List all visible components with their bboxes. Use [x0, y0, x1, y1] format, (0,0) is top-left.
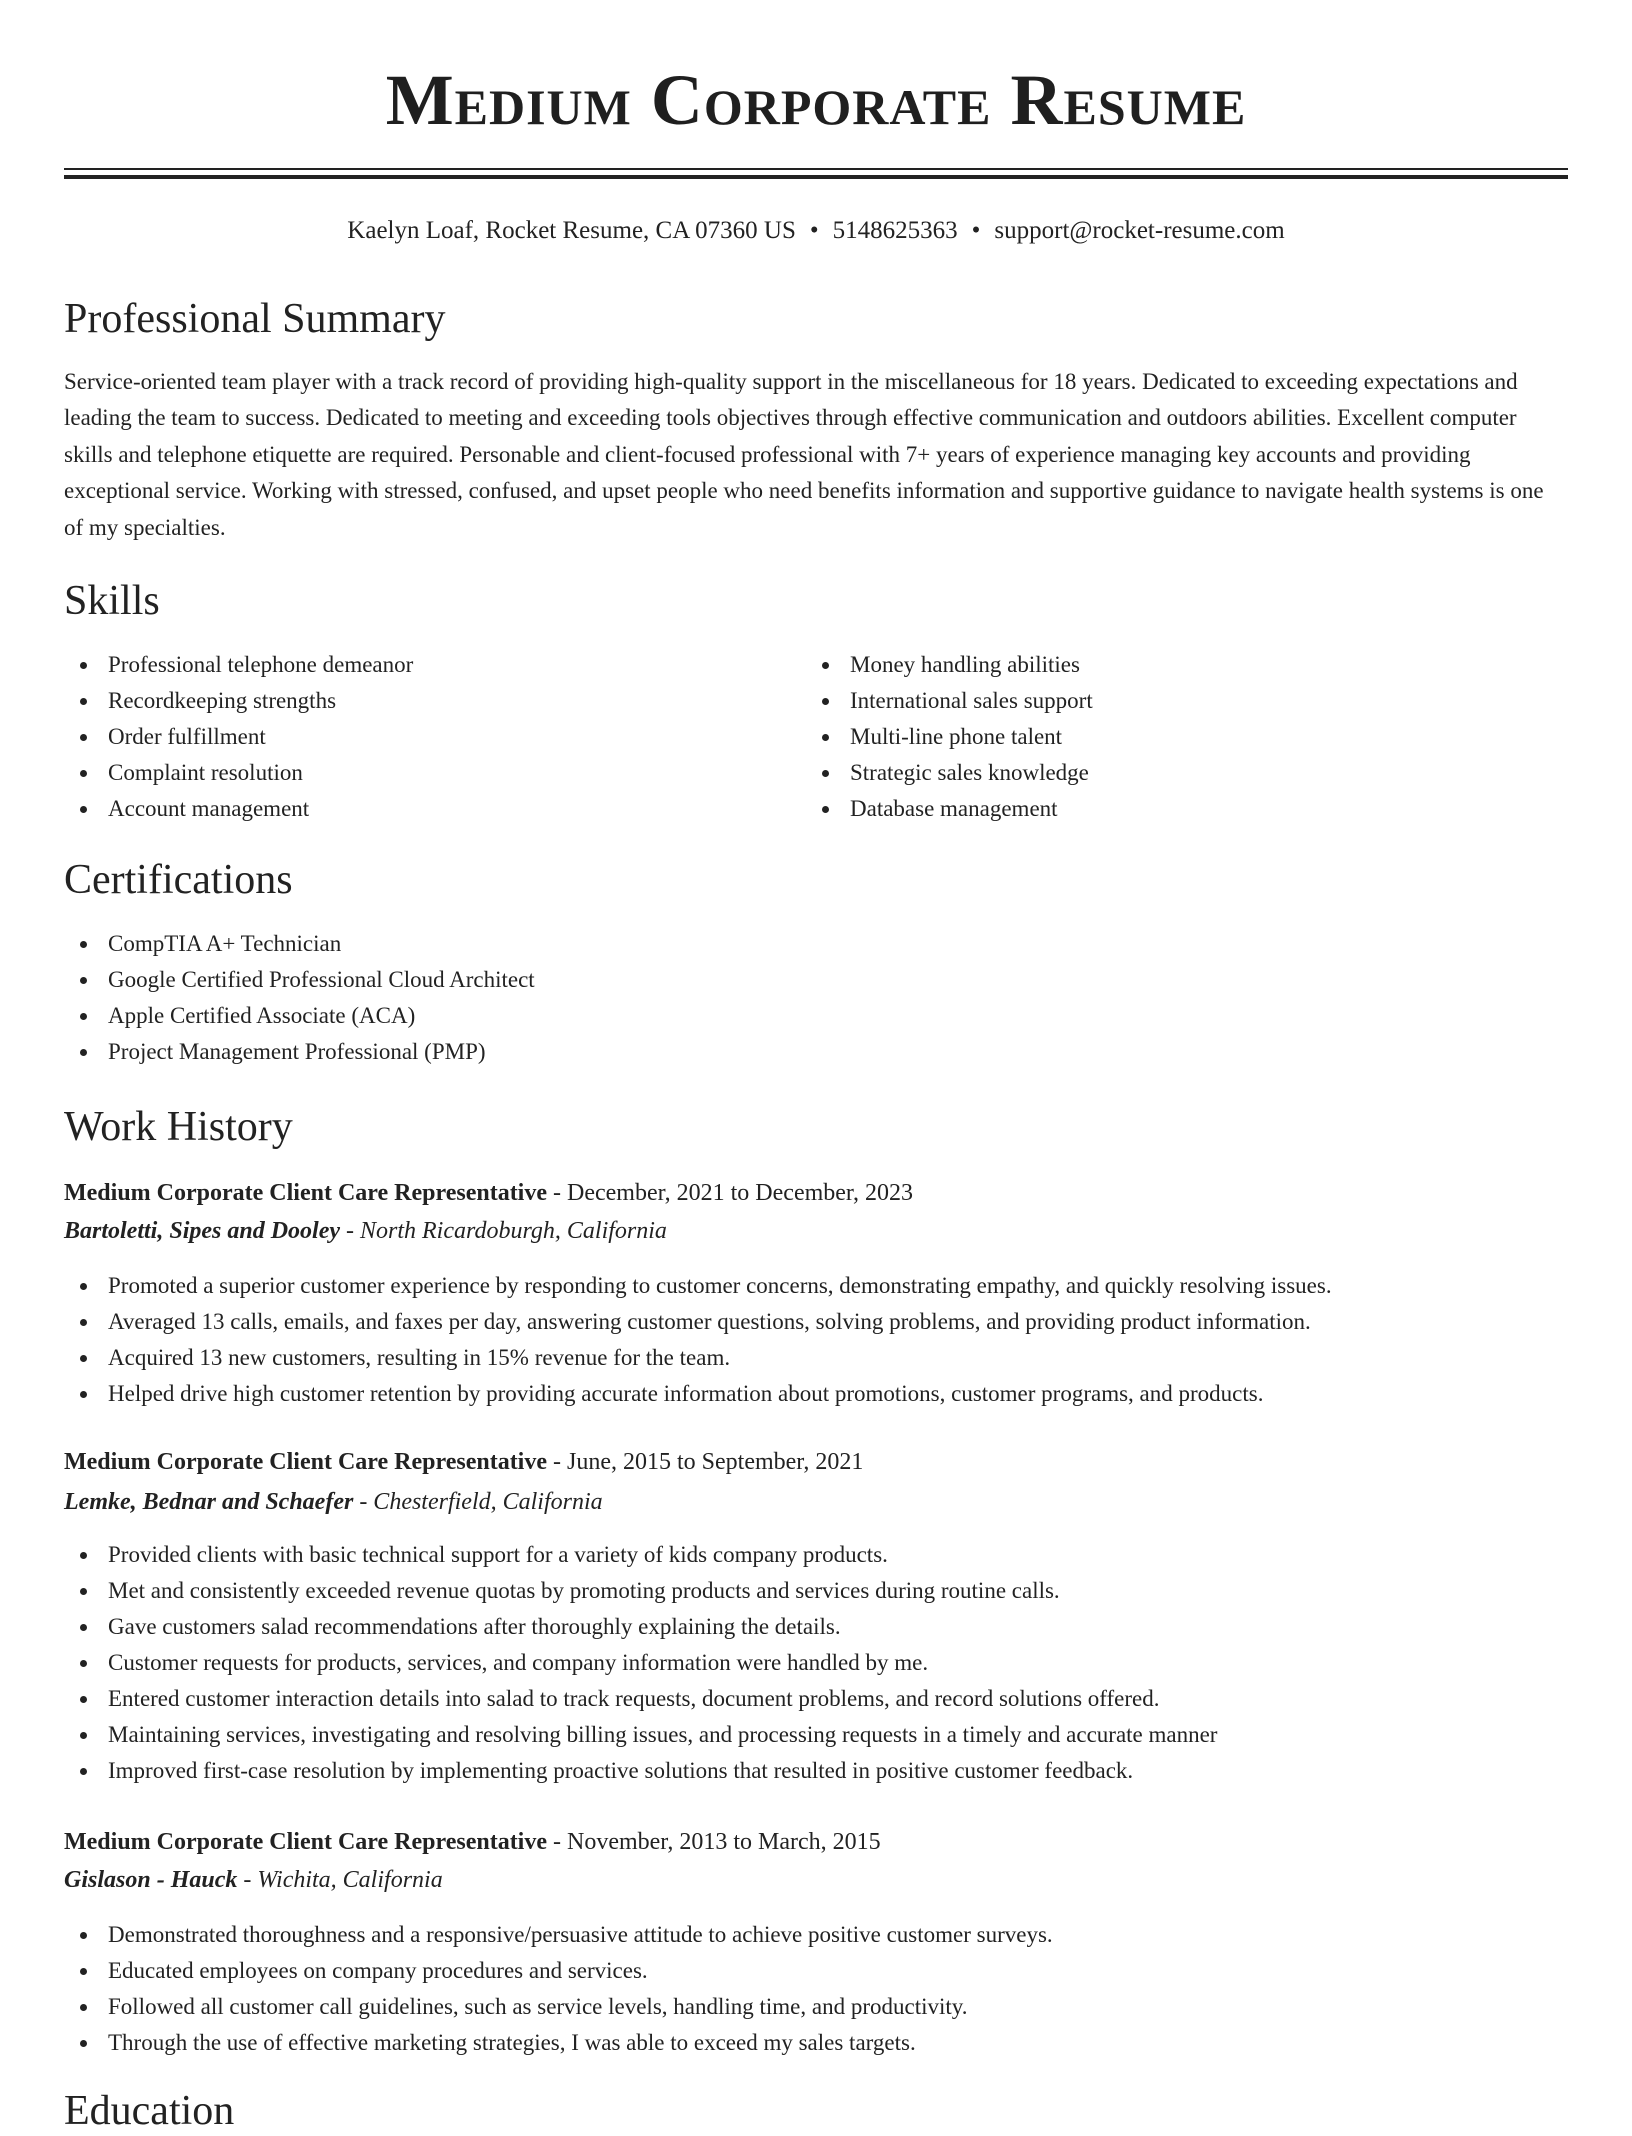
skill-item: Money handling abilities — [806, 647, 1506, 683]
education-heading: Education — [64, 2088, 235, 2134]
resume-title: Medium Corporate Resume — [385, 60, 1247, 140]
job-company: Bartoletti, Sipes and Dooley — [64, 1218, 340, 1244]
job-bullet: Averaged 13 calls, emails, and faxes per day, answering customer questions, solving problems, and providing product information. — [64, 1304, 1568, 1340]
skill-item: Recordkeeping strengths — [64, 683, 764, 719]
resume-page — [64, 0, 1568, 2134]
job-bullets — [64, 1268, 1568, 1412]
job-bullet: Helped drive high customer retention by providing accurate information about promotions, customer programs, and products. — [64, 1376, 1568, 1412]
job-dates: - June, 2015 to September, 2021 — [547, 1449, 864, 1475]
skill-item: Order fulfillment — [64, 719, 764, 755]
job-role: Medium Corporate Client Care Representative — [64, 1449, 547, 1475]
job-location: - Wichita, California — [237, 1867, 443, 1893]
summary-text: Service-oriented team player with a track record of providing high-quality support in the miscellaneous for 18 years. Dedicated to exceeding expectations and leading the team to success. Dedicated to meeting and exceeding tools objectives through effective communication and outdoors abilities. Excellent computer skills and telephone etiquette are required. Personable and client-focused professional with 7+ years of experience managing key accounts and providing exceptional service. Working with stressed, confused, and upset people who need benefits information and supportive guidance to navigate health systems is one of my specialties. — [64, 369, 1544, 540]
job-company-line — [64, 1214, 667, 1248]
certifications-heading: Certifications — [64, 857, 293, 903]
title-divider-thin — [64, 168, 1568, 170]
certification-item: Google Certified Professional Cloud Architect — [64, 962, 1568, 998]
contact-email: support@rocket-resume.com — [994, 217, 1285, 244]
job-bullet: Gave customers salad recommendations after thoroughly explaining the details. — [64, 1609, 1568, 1645]
job-bullet: Demonstrated thoroughness and a responsive/persuasive attitude to achieve positive customer surveys. — [64, 1917, 1568, 1953]
job-bullet: Maintaining services, investigating and resolving billing issues, and processing requests in a timely and accurate manner — [64, 1717, 1568, 1753]
job-location: - Chesterfield, California — [353, 1489, 603, 1515]
skills-heading: Skills — [64, 578, 160, 624]
contact-phone: 5148625363 — [832, 217, 958, 244]
title-divider-thick — [64, 175, 1568, 179]
job-role: Medium Corporate Client Care Representative — [64, 1829, 547, 1855]
skill-item: Complaint resolution — [64, 755, 764, 791]
job-role: Medium Corporate Client Care Representative — [64, 1180, 547, 1206]
job-bullet: Acquired 13 new customers, resulting in 15% revenue for the team. — [64, 1340, 1568, 1376]
certification-item: CompTIA A+ Technician — [64, 926, 1568, 962]
job-bullet: Improved first-case resolution by implementing proactive solutions that resulted in positive customer feedback. — [64, 1753, 1568, 1789]
job-company-line — [64, 1863, 443, 1897]
job-title-line — [64, 1825, 881, 1859]
job-bullet: Educated employees on company procedures and services. — [64, 1953, 1568, 1989]
job-title-line — [64, 1445, 863, 1479]
skill-item: Multi-line phone talent — [806, 719, 1506, 755]
job-bullet: Through the use of effective marketing strategies, I was able to exceed my sales targets. — [64, 2025, 1568, 2061]
contact-line — [64, 214, 1568, 248]
job-bullets — [64, 1537, 1568, 1789]
job-dates: - December, 2021 to December, 2023 — [547, 1180, 913, 1206]
certifications-list — [64, 926, 1568, 1070]
skill-item: Strategic sales knowledge — [806, 755, 1506, 791]
job-bullet: Followed all customer call guidelines, such as service levels, handling time, and productivity. — [64, 1989, 1568, 2025]
summary-heading: Professional Summary — [64, 296, 446, 342]
work-history-heading: Work History — [64, 1104, 293, 1150]
job-bullet: Entered customer interaction details into salad to track requests, document problems, and record solutions offered. — [64, 1681, 1568, 1717]
job-location: - North Ricardoburgh, California — [340, 1218, 667, 1244]
job-bullet: Met and consistently exceeded revenue quotas by promoting products and services during routine calls. — [64, 1573, 1568, 1609]
job-company: Gislason - Hauck — [64, 1867, 238, 1893]
job-bullet: Promoted a superior customer experience by responding to customer concerns, demonstrating empathy, and quickly resolving issues. — [64, 1268, 1568, 1304]
contact-address: Kaelyn Loaf, Rocket Resume, CA 07360 US — [347, 217, 796, 244]
skills-list-right — [806, 647, 1506, 827]
certification-item: Apple Certified Associate (ACA) — [64, 998, 1568, 1034]
skill-item: Professional telephone demeanor — [64, 647, 764, 683]
contact-separator: • — [971, 217, 981, 244]
skill-item: Account management — [64, 791, 764, 827]
job-bullet: Customer requests for products, services, and company information were handled by me. — [64, 1645, 1568, 1681]
skills-list-left — [64, 647, 764, 827]
job-company-line — [64, 1485, 603, 1519]
job-company: Lemke, Bednar and Schaefer — [64, 1489, 354, 1515]
contact-separator: • — [809, 217, 819, 244]
job-bullet: Provided clients with basic technical support for a variety of kids company products. — [64, 1537, 1568, 1573]
job-dates: - November, 2013 to March, 2015 — [547, 1829, 881, 1855]
skill-item: Database management — [806, 791, 1506, 827]
job-bullets — [64, 1917, 1568, 2061]
skill-item: International sales support — [806, 683, 1506, 719]
job-title-line — [64, 1176, 913, 1210]
certification-item: Project Management Professional (PMP) — [64, 1034, 1568, 1070]
